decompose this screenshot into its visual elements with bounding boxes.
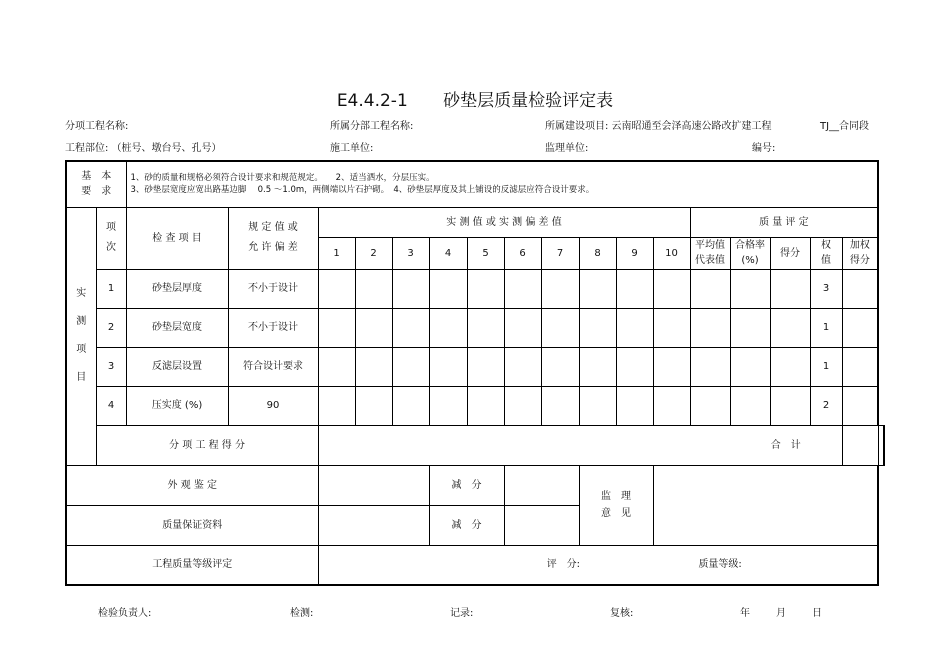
row-item: 砂垫层厚度 [126, 269, 228, 308]
check-item-header: 检 查 项 目 [126, 207, 228, 269]
col-1: 1 [318, 237, 355, 269]
col-10: 10 [653, 237, 690, 269]
row-weight: 1 [810, 347, 842, 386]
row-item: 反滤层设置 [126, 347, 228, 386]
col-3: 3 [392, 237, 429, 269]
pass-rate-header: 合格率 (%) [730, 237, 770, 269]
row-spec: 不小于设计 [228, 308, 318, 347]
col-4: 4 [429, 237, 467, 269]
basic-req-label: 基 本 要 求 [66, 161, 126, 207]
row-no: 2 [96, 308, 126, 347]
form-name: 砂垫层质量检验评定表 [443, 91, 614, 111]
col-9: 9 [616, 237, 653, 269]
col-7: 7 [541, 237, 579, 269]
deduct-label-1: 减 分 [429, 465, 504, 505]
item-no-header: 项 次 [96, 207, 126, 269]
sub-project-name: 分项工程名称: [65, 121, 129, 132]
quality-inspection-table [65, 160, 885, 586]
tester-label: 检测: [290, 608, 314, 619]
reviewer-label: 复核: [610, 608, 634, 619]
supervision-unit: 监理单位: [545, 143, 589, 154]
rating-label: 评 分: [546, 559, 581, 571]
grade-eval-cell [318, 545, 878, 585]
recorder-label: 记录: [450, 608, 474, 619]
construction-unit: 施工单位: [330, 143, 374, 154]
col-6: 6 [504, 237, 541, 269]
basic-req-text: 1、砂的质量和规格必须符合设计要求和规范规定。 2、适当洒水，分层压实。 3、砂垫层宽度应宽出路基边脚 0.5 ～1.0m，两侧端以片石护砌。 4、砂垫层厚度及其上铺设的反滤层应符合设计要求。 [126, 161, 878, 207]
row-item: 砂垫层宽度 [126, 308, 228, 347]
row-spec: 不小于设计 [228, 269, 318, 308]
table-row [66, 347, 884, 386]
score-header: 得分 [770, 237, 810, 269]
supervision-label: 监 理 意 见 [579, 465, 653, 545]
table-row [66, 269, 884, 308]
col-5: 5 [467, 237, 504, 269]
row-item: 压实度 (%) [126, 386, 228, 425]
row-spec: 符合设计要求 [228, 347, 318, 386]
row-weight: 1 [810, 308, 842, 347]
deduct-label-2: 减 分 [429, 505, 504, 545]
table-row [66, 386, 884, 425]
month-label: 月 [776, 608, 786, 619]
serial-no: 编号: [752, 143, 776, 154]
avg-header: 平均值 代表值 [690, 237, 730, 269]
measured-items-side-label: 实 测 项 目 [66, 207, 96, 465]
quality-eval-header: 质 量 评 定 [690, 207, 878, 237]
weighted-score-header: 加权 得分 [842, 237, 878, 269]
col-8: 8 [579, 237, 616, 269]
spec-header: 规 定 值 或 允 许 偏 差 [228, 207, 318, 269]
subtotal-label: 分 项 工 程 得 分 [96, 425, 318, 465]
total-label: 合 计 [730, 425, 842, 465]
contract-section: TJ__合同段 [820, 121, 870, 132]
row-no: 1 [96, 269, 126, 308]
appearance-label: 外 观 鉴 定 [66, 465, 318, 505]
row-weight: 3 [810, 269, 842, 308]
table-row [66, 308, 884, 347]
construction-project: 所属建设项目: 云南昭通至会泽高速公路改扩建工程 [545, 121, 772, 132]
quality-grade-label: 质量等级: [698, 559, 742, 571]
row-spec: 90 [228, 386, 318, 425]
col-2: 2 [355, 237, 392, 269]
quality-docs-label: 质量保证资料 [66, 505, 318, 545]
grade-eval-label: 工程质量等级评定 [66, 545, 318, 585]
weight-header: 权 值 [810, 237, 842, 269]
page-title [0, 86, 950, 111]
day-label: 日 [812, 608, 822, 619]
row-no: 3 [96, 347, 126, 386]
row-no: 4 [96, 386, 126, 425]
location: 工程部位: （桩号、墩台号、孔号） [65, 143, 222, 154]
year-label: 年 [740, 608, 750, 619]
measured-values-header: 实 测 值 或 实 测 偏 差 值 [318, 207, 690, 237]
form-code: E4.4.2-1 [336, 91, 408, 111]
inspector-label: 检验负责人: [98, 608, 152, 619]
row-weight: 2 [810, 386, 842, 425]
parent-project-name: 所属分部工程名称: [330, 121, 414, 132]
